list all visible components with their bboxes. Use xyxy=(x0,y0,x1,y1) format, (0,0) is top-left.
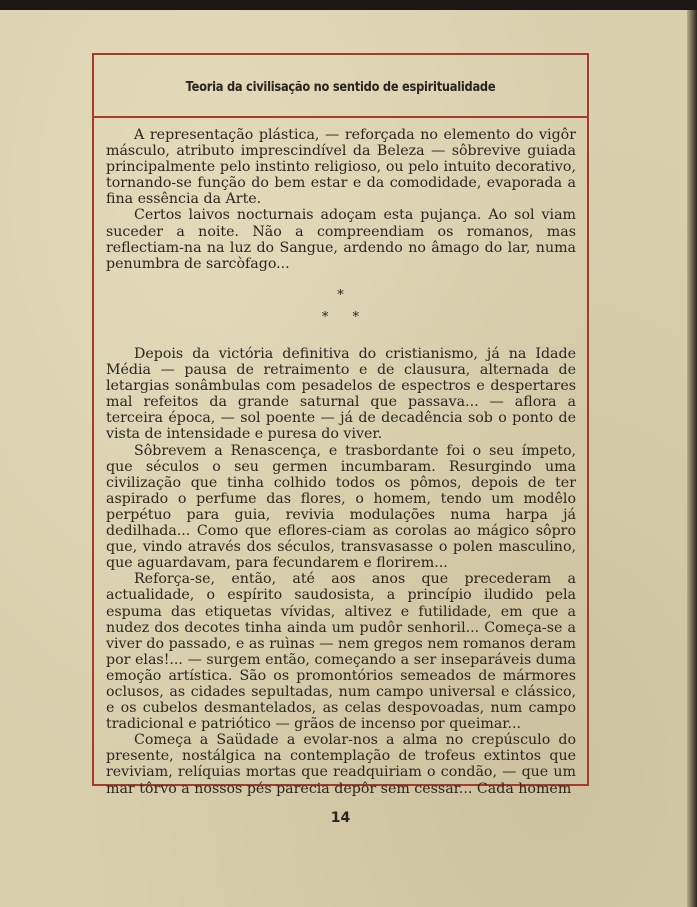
paragraph: Começa a Saüdade a evolar-nos a alma no crepúsculo do presente, nostálgica na contemplação de trofeus extintos que reviviam, relíquias mortas que readquiriam o condão, — que um mar tôrvo a nossos pés parecia depôr sem cessar... Cada homem xyxy=(106,732,576,797)
header-divider-rule xyxy=(92,116,589,118)
text-section-1 xyxy=(106,127,576,272)
paragraph: A representação plástica, — reforçada no elemento do vigôr másculo, atributo imprescindível da Beleza — sôbrevive guiada principalmente pelo instinto religioso, ou pelo intuito decorativo, tornando-se função do bem estar e da comodidade, evaporada a fina essência da Arte. xyxy=(106,127,576,208)
paragraph: Certos laivos nocturnais adoçam esta pujança. Ao sol viam suceder a noite. Não a compreendiam os romanos, mas reflectiam-na na luz do Sangue, ardendo no âmago do lar, numa penumbra de sarcòfago... xyxy=(106,207,576,272)
page-number: 14 xyxy=(330,810,351,826)
paragraph: Sôbrevem a Renascença, e trasbordante foi o seu ímpeto, que séculos o seu germen incumbaram. Resurgindo uma civilização que tinha colhido todos os pômos, depois de ter aspirado o perfume das flores, o homem, tendo um modêlo perpétuo para guia, revivia modulações numa harpa já dedilhada... Como que eflores-ciam as corolas ao mágico sôpro que, vindo através dos séculos, transvasasse o polen masculino, que aguardavam, para fecundarem e florirem... xyxy=(106,442,576,572)
section-separator-asterisks: * * xyxy=(321,310,360,325)
page-edge xyxy=(687,10,697,907)
paragraph: Reforça-se, então, até aos anos que precederam a actualidade, o espírito saudosista, a princípio iludido pela espuma das etiquetas vívidas, altivez e futilidade, em que a nudez dos decotes tinha ainda um pudôr senhoril... Começa-se a viver do passado, e as ruìnas — nem gregos nem romanos deram por elas!... — surgem então, começando a ser inseparáveis duma emoção artística. São os promontórios semeados de mármores oclusos, as cidades sepultadas, num campo universal e clássico, e os cubelos desmantelados, as celas despovoadas, num campo tradicional e patriótico — grãos de incenso por queimar... xyxy=(106,571,576,733)
text-section-2 xyxy=(106,346,576,797)
running-header-title: Teoria da civilisação no sentido de espiritualidade xyxy=(185,80,496,95)
section-separator-asterisk: * xyxy=(337,288,344,303)
paragraph: Depois da victória definitiva do cristianismo, já na Idade Média — pausa de retraimento e de clausura, alternada de letargias sonâmbulas com pesadelos de espectros e despertares mal refeitos da grande saturnal que passava... — aflora a terceira época, — sol poente — já de decadência sob o ponto de vista de intensidade e puresa do viver. xyxy=(106,346,576,443)
